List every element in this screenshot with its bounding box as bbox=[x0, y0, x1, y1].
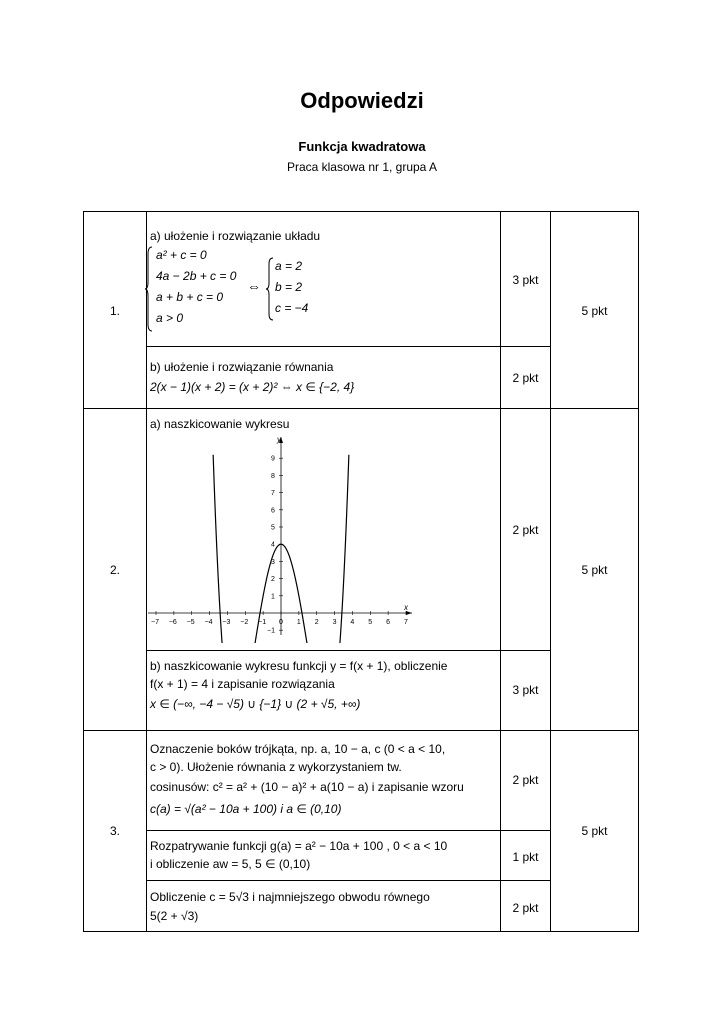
brace-icon bbox=[145, 246, 153, 332]
task-3c-line-1: Obliczenie c = 5√3 i najmniejszego obwodu równego bbox=[150, 890, 430, 904]
task-1b-formula: 2(x − 1)(x + 2) = (x + 2)² ⇔ x ∈ {−2, 4} bbox=[150, 380, 355, 394]
y-tick-label: 9 bbox=[271, 455, 275, 463]
task-3a-line-4: c(a) = √(a² − 10a + 100) i a ∈ (0,10) bbox=[150, 802, 342, 816]
x-tick-label: 5 bbox=[368, 619, 373, 626]
system-right bbox=[275, 256, 308, 319]
x-tick-label: 2 bbox=[314, 619, 319, 626]
task-3-total: 5 pkt bbox=[581, 824, 608, 838]
task-2a-text: a) naszkicowanie wykresu bbox=[150, 417, 290, 431]
task-2b-line-1: b) naszkicowanie wykresu funkcji y = f(x + 1), obliczenie bbox=[150, 659, 448, 673]
x-tick-label: −2 bbox=[240, 619, 249, 626]
task-3a-line-2: c > 0). Ułożenie równania z wykorzystaniem tw. bbox=[150, 760, 402, 774]
y-tick-label: 7 bbox=[271, 490, 275, 498]
task-2-number: 2. bbox=[109, 563, 120, 577]
y-tick-label: 2 bbox=[271, 576, 275, 584]
function-graph bbox=[146, 433, 416, 643]
system-left-eq-2: 4a − 2b + c = 0 bbox=[156, 269, 237, 283]
task-1-total: 5 pkt bbox=[581, 304, 608, 318]
task-1-number: 1. bbox=[109, 304, 120, 318]
task-3c-line-2: 5(2 + √3) bbox=[150, 909, 199, 923]
y-tick-label: 8 bbox=[271, 472, 275, 480]
y-tick-label: 1 bbox=[271, 593, 275, 601]
y-tick-label: 3 bbox=[271, 558, 275, 566]
system-left-eq-3: a + b + c = 0 bbox=[156, 290, 224, 304]
task-3a-line-3: cosinusów: c² = a² + (10 − a)² + a(10 − a) i zapisanie wzoru bbox=[150, 780, 464, 794]
section-title: Funkcja kwadratowa bbox=[298, 139, 426, 154]
system-left-eq-4: a > 0 bbox=[156, 311, 184, 325]
x-tick-label: −1 bbox=[258, 619, 267, 626]
task-1b-text: b) ułożenie i rozwiązanie równania bbox=[150, 360, 334, 374]
task-1a-points: 3 pkt bbox=[512, 273, 539, 287]
task-3c-points: 2 pkt bbox=[512, 901, 539, 915]
x-tick-label: 6 bbox=[386, 619, 391, 626]
equivalence-arrow: ⇔ bbox=[247, 278, 261, 294]
task-1a-text: a) ułożenie i rozwiązanie układu bbox=[150, 229, 321, 243]
task-3b-points: 1 pkt bbox=[512, 850, 539, 864]
x-tick-label: 3 bbox=[332, 619, 337, 626]
x-tick-label: −7 bbox=[151, 619, 159, 626]
x-axis-label: x bbox=[404, 603, 408, 612]
page-title: Odpowiedzi bbox=[300, 88, 424, 113]
x-tick-label: −3 bbox=[222, 619, 231, 626]
system-left-eq-1: a² + c = 0 bbox=[156, 248, 207, 262]
task-3a-line-1: Oznaczenie boków trójkąta, np. a, 10 − a, c (0 < a < 10, bbox=[150, 742, 446, 756]
x-tick-label: 1 bbox=[296, 619, 301, 626]
y-tick-label: −1 bbox=[267, 627, 275, 635]
x-tick-label: 4 bbox=[350, 619, 355, 626]
system-right-eq-2: b = 2 bbox=[275, 280, 303, 294]
y-tick-label: 5 bbox=[271, 524, 275, 532]
x-tick-label: −4 bbox=[204, 619, 213, 626]
x-tick-label: 0 bbox=[279, 619, 283, 626]
brace-icon bbox=[266, 257, 274, 321]
task-3-number: 3. bbox=[109, 824, 120, 838]
task-2a-points: 2 pkt bbox=[512, 523, 539, 537]
y-axis-label: y bbox=[277, 435, 281, 444]
x-tick-label: −6 bbox=[168, 619, 177, 626]
system-left-brace bbox=[145, 246, 153, 332]
task-3a-points: 2 pkt bbox=[512, 773, 539, 787]
y-tick-label: 6 bbox=[271, 507, 275, 515]
task-3b-line-2: i obliczenie aw = 5, 5 ∈ (0,10) bbox=[150, 857, 311, 871]
system-left bbox=[156, 245, 236, 329]
task-1b-points: 2 pkt bbox=[512, 371, 539, 385]
task-3b-line-1: Rozpatrywanie funkcji g(a) = a² − 10a + 100 , 0 < a < 10 bbox=[150, 839, 448, 853]
system-right-brace bbox=[266, 257, 274, 321]
y-tick-label: 4 bbox=[271, 541, 275, 549]
task-2b-points: 3 pkt bbox=[512, 683, 539, 697]
task-2b-line-2: f(x + 1) = 4 i zapisanie rozwiązania bbox=[150, 677, 335, 691]
x-tick-label: 7 bbox=[404, 619, 408, 626]
system-right-eq-3: c = −4 bbox=[275, 301, 309, 315]
task-2b-formula: x ∈ (−∞, −4 − √5) ∪ {−1} ∪ (2 + √5, +∞) bbox=[150, 697, 361, 711]
task-2-total: 5 pkt bbox=[581, 563, 608, 577]
x-tick-label: −5 bbox=[186, 619, 195, 626]
section-subtitle: Praca klasowa nr 1, grupa A bbox=[286, 160, 438, 174]
system-right-eq-1: a = 2 bbox=[275, 259, 303, 273]
